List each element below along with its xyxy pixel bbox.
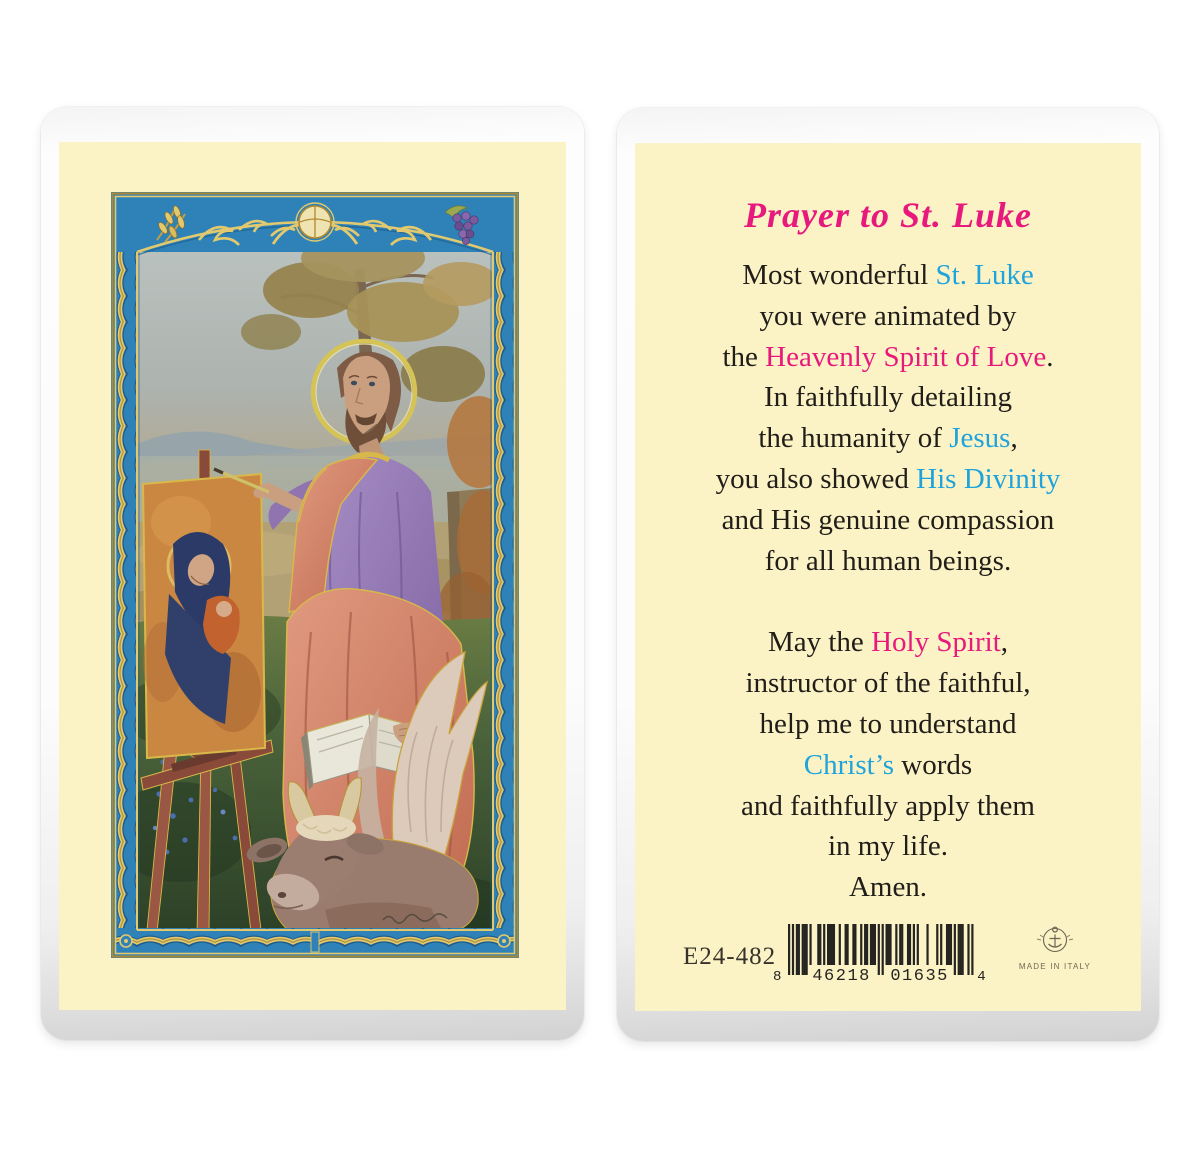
prayer-line: May the Holy Spirit, [767, 626, 1009, 659]
holy-card-back [617, 108, 1159, 1041]
holy-card-artwork [111, 192, 519, 958]
manufacturer-emblem [1007, 925, 1103, 971]
card-front-margin [59, 142, 566, 1010]
prayer-stanza [635, 255, 1141, 581]
prayer-line: the Heavenly Spirit of Love. [722, 340, 1054, 373]
painting-scene [111, 234, 519, 952]
prayer-stanza [635, 622, 1141, 908]
prayer-line: help me to understand [759, 707, 1017, 740]
prayer-title: Prayer to St. Luke [744, 195, 1032, 235]
prayer-line: Amen. [848, 871, 928, 904]
holy-card-front [41, 107, 584, 1040]
prayer-line: you also showed His Divinity [715, 462, 1061, 495]
made-in-italy-label: MADE IN ITALY [1018, 962, 1092, 971]
upc-barcode [771, 923, 997, 988]
frame-right-band [493, 248, 515, 928]
frame-left-band [115, 248, 137, 928]
prayer-body [635, 255, 1141, 908]
prayer-line: and faithfully apply them [741, 789, 1035, 822]
prayer-line: instructor of the faithful, [745, 667, 1031, 700]
card-back-footer [635, 921, 1141, 1007]
barcode-digits: 4 [977, 969, 988, 983]
barcode-digits: 8 [773, 969, 783, 983]
prayer-line: In faithfully detailing [763, 381, 1013, 414]
barcode-digits: 01635 [890, 967, 949, 983]
prayer-line: Most wonderful St. Luke [742, 259, 1034, 291]
prayer-line: in my life. [827, 830, 948, 863]
item-number: E24-482 [683, 943, 777, 970]
prayer-line: you were animated by [759, 299, 1017, 332]
barcode-digits: 46218 [812, 967, 871, 983]
prayer-line: for all human beings. [764, 544, 1012, 577]
card-back-margin [635, 143, 1141, 1011]
anchor-emblem-icon [1034, 925, 1076, 957]
prayer-line: and His genuine compassion [721, 503, 1055, 536]
prayer-line: the humanity of Jesus, [758, 422, 1018, 455]
prayer-line: Christ’s words [803, 748, 973, 781]
madonna-icon-painting [143, 474, 265, 758]
